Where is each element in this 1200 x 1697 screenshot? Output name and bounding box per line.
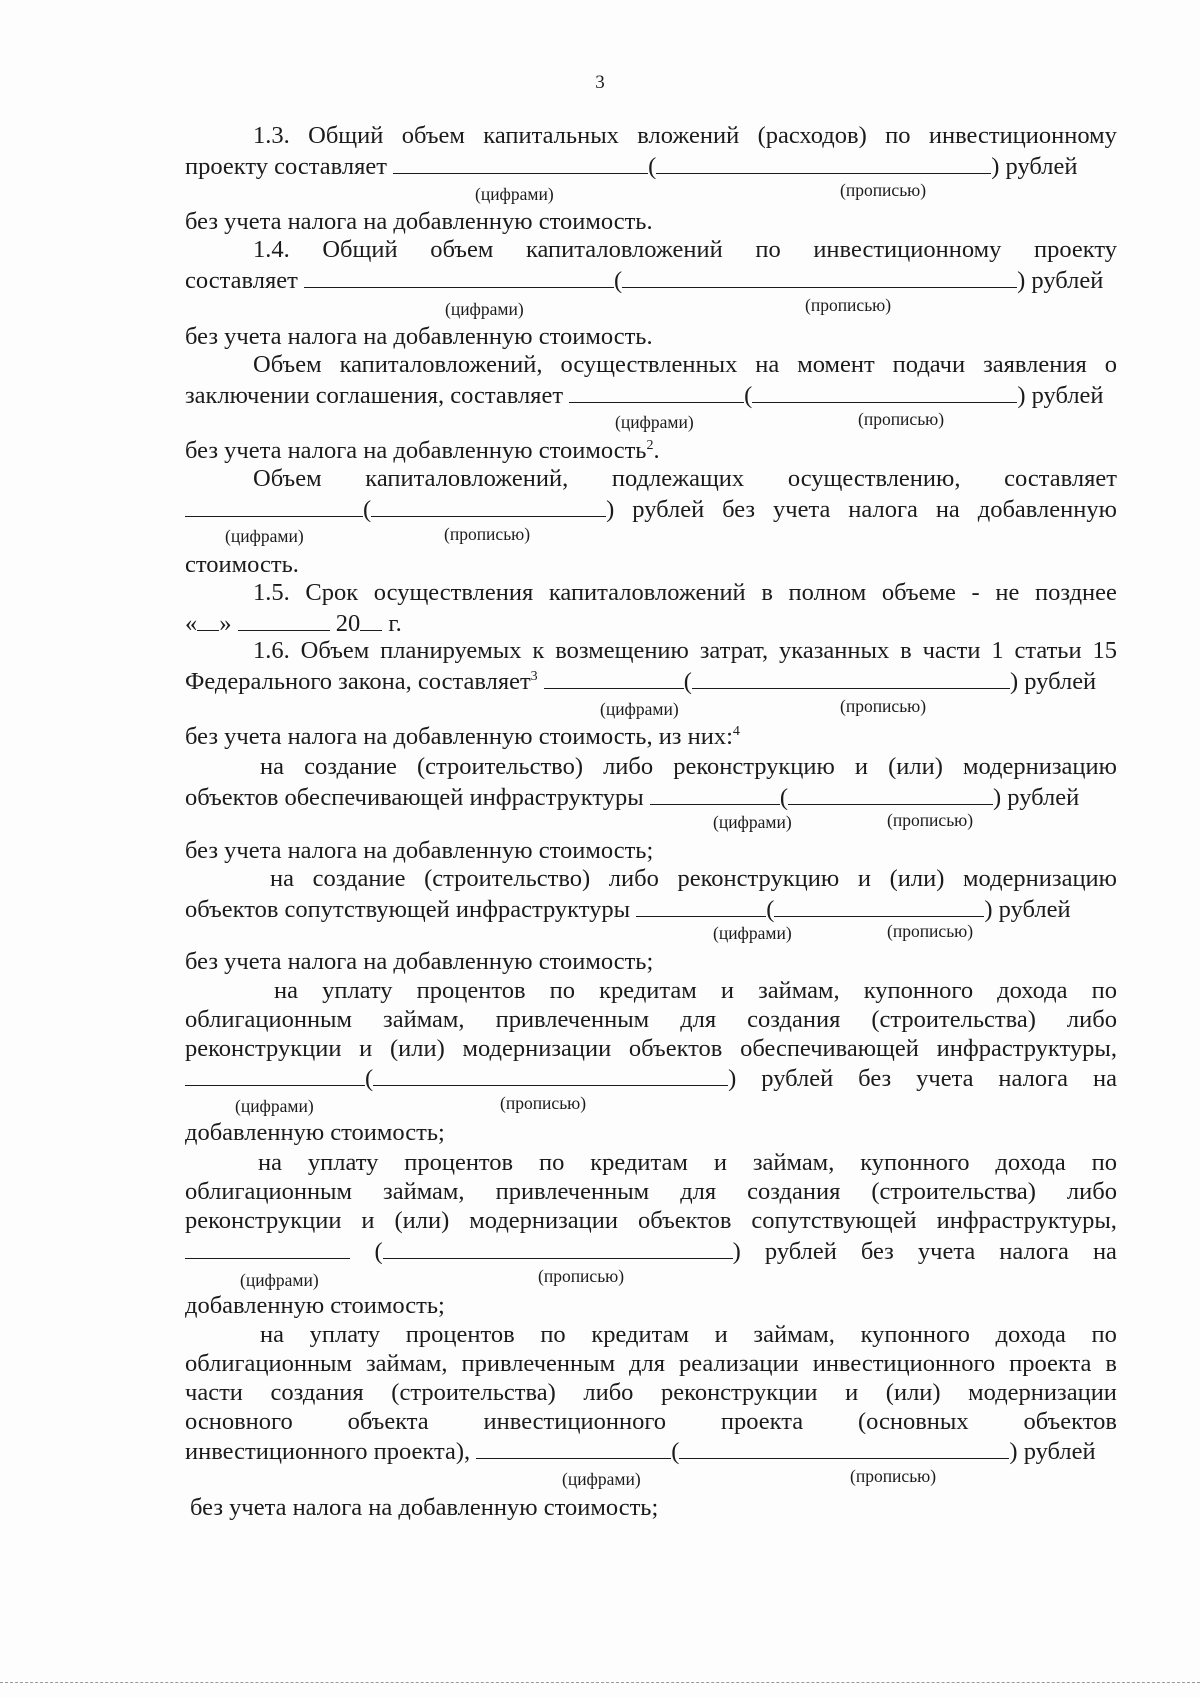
w: кредитам <box>599 977 697 1004</box>
caption-words: (прописью) <box>840 696 927 716</box>
caption-words: (прописью) <box>805 295 892 315</box>
footnote-ref: 2 <box>646 437 654 453</box>
s1-line-2 <box>185 782 1117 813</box>
w: (строительство) <box>424 865 591 892</box>
w: не <box>995 579 1020 606</box>
w: объем <box>401 122 465 149</box>
paren: ( <box>648 153 657 180</box>
w: о <box>1104 351 1117 378</box>
blank-field[interactable] <box>650 782 780 805</box>
w: объектов <box>628 1035 723 1062</box>
caption-words: (прописью) <box>444 524 531 544</box>
w: проекту <box>1033 236 1117 263</box>
w: основного <box>185 1408 293 1435</box>
w: капиталовложений, <box>365 465 569 492</box>
blank-field[interactable] <box>360 608 382 631</box>
paren: ) <box>728 1065 737 1092</box>
blank-field[interactable] <box>197 608 219 631</box>
s4-line-3 <box>185 1206 1117 1236</box>
blank-field[interactable] <box>476 1436 671 1459</box>
w: модернизацию <box>963 865 1117 892</box>
w: займам, <box>383 1006 465 1033</box>
s5-line-5 <box>185 1436 1117 1467</box>
w: и <box>359 1035 373 1062</box>
footnote-ref: 3 <box>530 668 538 684</box>
w: (основных <box>857 1408 969 1435</box>
w: (строительство) <box>416 753 583 780</box>
w: в <box>1105 1350 1117 1377</box>
s5-line-6: без учета налога на добавленную стоимость; <box>190 1494 659 1521</box>
w: и <box>854 753 869 780</box>
caption-digits: (цифрами) <box>600 699 679 719</box>
w: кредитам <box>591 1321 689 1348</box>
p14-line-1 <box>253 235 1117 265</box>
w: (или) <box>389 1035 445 1062</box>
w: инвестиционного <box>812 1350 996 1377</box>
w: на <box>755 351 780 378</box>
w: по <box>1091 1149 1117 1176</box>
paren: ( <box>683 668 692 695</box>
blank-field[interactable] <box>371 494 606 517</box>
text: составляет <box>185 267 298 294</box>
w: на <box>260 753 284 780</box>
blank-field[interactable] <box>383 1236 733 1259</box>
w: (или) <box>885 1379 941 1406</box>
s3-line-4 <box>185 1063 1117 1094</box>
s4-line-4 <box>185 1236 1117 1267</box>
quote: « <box>185 610 198 637</box>
w: инвестиционному <box>928 122 1117 149</box>
w: по <box>755 236 781 263</box>
s5-line-4 <box>185 1407 1117 1437</box>
w: и <box>714 1321 728 1348</box>
w: инфраструктуры, <box>936 1035 1117 1062</box>
caption-digits: (цифрами) <box>562 1469 641 1489</box>
text: г. <box>388 610 402 637</box>
text: объектов сопутствующей инфраструктуры <box>185 896 631 923</box>
caption-words: (прописью) <box>887 810 974 830</box>
w: для <box>680 1006 717 1033</box>
blank-field[interactable] <box>185 1063 365 1086</box>
w: обеспечивающей <box>740 1035 919 1062</box>
text: объектов обеспечивающей инфраструктуры <box>185 784 644 811</box>
s3-line-3 <box>185 1034 1117 1064</box>
w: на <box>1092 1065 1117 1092</box>
w: рублей <box>761 1065 834 1092</box>
w: модернизации <box>462 1035 612 1062</box>
blank-field[interactable] <box>752 380 1017 403</box>
caption-words: (прописью) <box>850 1466 937 1486</box>
w: капитальных <box>483 122 619 149</box>
w: без <box>860 1238 894 1265</box>
s2-line-1 <box>270 864 1117 894</box>
text: ) рублей <box>993 784 1080 811</box>
caption-digits: (цифрами) <box>615 412 694 432</box>
w: уплату <box>307 1149 379 1176</box>
w: реконструкцию <box>673 753 835 780</box>
s3-line-1 <box>274 976 1117 1006</box>
s5-line-2 <box>185 1349 1117 1379</box>
w: (или) <box>889 865 945 892</box>
paren: ) <box>732 1238 741 1265</box>
w: позднее <box>1034 579 1117 606</box>
w: 15 <box>1092 637 1117 664</box>
p15-line-1 <box>253 578 1117 608</box>
footnote-ref: 4 <box>732 723 740 739</box>
w: реконструкции <box>661 1379 818 1406</box>
w: привлеченным <box>495 1006 650 1033</box>
w: процентов <box>416 977 526 1004</box>
s3-line-2 <box>185 1005 1117 1035</box>
p13-line-1 <box>253 121 1117 151</box>
w: Объем <box>253 351 322 378</box>
w: займам, <box>752 1149 835 1176</box>
w: проекта <box>720 1408 804 1435</box>
s4-line-5: добавленную стоимость; <box>185 1292 445 1319</box>
w: создание <box>312 865 406 892</box>
w: реализации <box>678 1350 799 1377</box>
w: создания <box>747 1006 841 1033</box>
s5-line-1 <box>260 1320 1117 1350</box>
caption-digits: (цифрами) <box>475 184 554 204</box>
caption-digits: (цифрами) <box>240 1270 319 1290</box>
paren: ( <box>779 784 789 811</box>
w: Общий <box>322 236 398 263</box>
s5-line-3 <box>185 1378 1117 1408</box>
w: указанных <box>779 637 890 664</box>
w: капиталовложений, <box>339 351 543 378</box>
text: . <box>653 437 660 464</box>
s1-line-1 <box>260 752 1117 782</box>
text: инвестиционного проекта), <box>185 1438 471 1465</box>
w: 1.6. <box>253 637 290 664</box>
w: купонного <box>860 1149 970 1176</box>
s4-line-2 <box>185 1177 1117 1207</box>
w: капиталовложений <box>548 579 746 606</box>
s2-line-2 <box>185 894 1117 925</box>
w: рублей <box>764 1238 837 1265</box>
w: осуществления <box>373 579 534 606</box>
w: объекта <box>347 1408 429 1435</box>
page-number: 3 <box>595 72 605 93</box>
w: добавленную <box>977 496 1117 523</box>
w: Срок <box>305 579 359 606</box>
blank-field[interactable] <box>656 151 991 174</box>
s2-line-3: без учета налога на добавленную стоимость; <box>185 948 654 975</box>
paren: ( <box>374 1238 383 1265</box>
w: займам, <box>758 977 840 1004</box>
w: (строительства) <box>391 1379 556 1406</box>
p16-line-3 <box>185 722 1117 752</box>
caption-words: (прописью) <box>858 409 945 429</box>
w: (строительства) <box>871 1006 1036 1033</box>
w: инвестиционному <box>813 236 1002 263</box>
todo-line-2 <box>185 494 1117 525</box>
p13-line-3: без учета налога на добавленную стоимость. <box>185 208 653 235</box>
blank-field[interactable] <box>373 1063 728 1086</box>
blank-field[interactable] <box>544 666 684 689</box>
w: создания <box>270 1379 364 1406</box>
p16-line-1 <box>253 636 1117 666</box>
paren: ( <box>744 382 753 409</box>
w: либо <box>1066 1006 1117 1033</box>
w: составляет <box>1004 465 1117 492</box>
w: Общий <box>308 122 384 149</box>
w: реконструкции <box>185 1035 342 1062</box>
text: ) рублей <box>1009 1438 1096 1465</box>
w: купонного <box>863 977 974 1004</box>
w: рублей <box>632 496 705 523</box>
w: осуществлению, <box>787 465 961 492</box>
w: и <box>845 1379 859 1406</box>
blank-field[interactable] <box>238 608 330 631</box>
text: Федерального закона, составляет <box>185 668 531 695</box>
blank-field[interactable] <box>304 265 614 288</box>
s1-line-3: без учета налога на добавленную стоимость; <box>185 837 654 864</box>
w: облигационным <box>185 1350 353 1377</box>
s3-line-5: добавленную стоимость; <box>185 1119 445 1146</box>
w: Объем <box>253 465 322 492</box>
w: по <box>885 122 911 149</box>
w: 1.4. <box>253 236 290 263</box>
w: дохода <box>997 977 1068 1004</box>
w: затрат, <box>699 637 769 664</box>
w: и <box>857 865 871 892</box>
blank-field[interactable] <box>636 894 766 917</box>
done-line-2 <box>185 380 1117 411</box>
text: без учета налога на добавленную стоимость <box>185 437 647 464</box>
w: - <box>971 579 980 606</box>
w: на <box>274 977 298 1004</box>
blank-field[interactable] <box>788 782 993 805</box>
w: объектов <box>1023 1408 1117 1435</box>
w: сопутствующей <box>751 1207 917 1234</box>
p15-line-2 <box>185 608 1117 639</box>
w: купонного <box>860 1321 970 1348</box>
w: подлежащих <box>611 465 745 492</box>
footer-rule <box>0 1682 1200 1683</box>
w: по <box>540 1321 566 1348</box>
w: на <box>270 865 294 892</box>
blank-field[interactable] <box>185 494 363 517</box>
w: без <box>722 496 756 523</box>
blank-field[interactable] <box>185 1236 350 1259</box>
w: займам, <box>383 1178 465 1205</box>
text: ) рублей <box>991 153 1078 180</box>
w: привлеченным <box>461 1350 616 1377</box>
paren: ( <box>766 896 775 923</box>
w: в <box>900 637 912 664</box>
paren: ) <box>606 496 615 523</box>
w: налога <box>999 1238 1069 1265</box>
done-line-1 <box>253 350 1117 380</box>
text: ) рублей <box>1009 668 1097 695</box>
caption-digits: (цифрами) <box>713 923 792 943</box>
w: возмещению <box>555 637 689 664</box>
w: для <box>680 1178 717 1205</box>
blank-field[interactable] <box>393 151 648 174</box>
text: ) рублей <box>1017 382 1104 409</box>
w: по <box>1091 1321 1117 1348</box>
w: по <box>549 977 576 1004</box>
caption-digits: (цифрами) <box>225 526 304 546</box>
text: ) рублей <box>984 896 1071 923</box>
blank-field[interactable] <box>569 380 744 403</box>
w: модернизации <box>968 1379 1117 1406</box>
text: без учета налога на добавленную стоимость, из них: <box>185 723 733 750</box>
w: учета <box>917 1238 976 1265</box>
w: создание <box>304 753 397 780</box>
caption-words: (прописью) <box>500 1093 587 1113</box>
w: по <box>539 1149 565 1176</box>
w: на <box>935 496 960 523</box>
blank-field[interactable] <box>679 1436 1009 1459</box>
blank-field[interactable] <box>774 894 984 917</box>
w: облигационным <box>185 1006 353 1033</box>
todo-line-3: стоимость. <box>185 551 299 578</box>
w: налога <box>998 1065 1069 1092</box>
paren: ( <box>671 1438 680 1465</box>
w: реконструкции <box>185 1207 342 1234</box>
caption-words: (прописью) <box>887 921 974 941</box>
p14-line-2 <box>185 265 1117 296</box>
w: 1.3. <box>253 122 290 149</box>
w: подачи <box>892 351 966 378</box>
caption-words: (прописью) <box>538 1266 625 1286</box>
w: либо <box>583 1379 634 1406</box>
w: и <box>713 1149 727 1176</box>
w: уплату <box>322 977 393 1004</box>
w: модернизацию <box>962 753 1117 780</box>
w: займам, <box>753 1321 835 1348</box>
w: налога <box>848 496 918 523</box>
w: кредитам <box>590 1149 688 1176</box>
w: дохода <box>995 1149 1066 1176</box>
w: реконструкцию <box>677 865 840 892</box>
p13-line-2 <box>185 151 1117 182</box>
caption-words: (прописью) <box>840 180 927 200</box>
w: осуществленных <box>560 351 738 378</box>
w: и <box>720 977 735 1004</box>
w: и <box>361 1207 375 1234</box>
w: создания <box>747 1178 841 1205</box>
year-prefix: 20 <box>335 610 361 637</box>
text: заключении соглашения, составляет <box>185 382 564 409</box>
w: инфраструктуры, <box>936 1207 1117 1234</box>
w: заявления <box>983 351 1087 378</box>
caption-digits: (цифрами) <box>713 812 792 832</box>
todo-line-1 <box>253 464 1117 494</box>
w: займам, <box>366 1350 448 1377</box>
w: дохода <box>995 1321 1066 1348</box>
w: в <box>761 579 773 606</box>
w: на <box>258 1149 282 1176</box>
text: проекту составляет <box>185 153 387 180</box>
w: к <box>532 637 545 664</box>
w: на <box>1092 1238 1117 1265</box>
done-line-3 <box>185 436 1117 466</box>
w: облигационным <box>185 1178 353 1205</box>
w: процентов <box>405 1321 515 1348</box>
paren: ( <box>365 1065 374 1092</box>
w: полном <box>788 579 867 606</box>
w: проекта <box>1009 1350 1092 1377</box>
w: объеме <box>881 579 956 606</box>
w: (или) <box>888 753 943 780</box>
w: учета <box>916 1065 974 1092</box>
w: без <box>858 1065 892 1092</box>
w: модернизации <box>469 1207 619 1234</box>
w: либо <box>1066 1178 1117 1205</box>
p14-line-3: без учета налога на добавленную стоимость. <box>185 323 653 350</box>
w: для <box>629 1350 666 1377</box>
w: 1.5. <box>253 579 290 606</box>
blank-field[interactable] <box>622 265 1017 288</box>
w: статьи <box>1014 637 1082 664</box>
w: (строительства) <box>871 1178 1036 1205</box>
w: части <box>185 1379 243 1406</box>
w: объем <box>430 236 494 263</box>
w: капиталовложений <box>525 236 723 263</box>
w: вложений <box>637 122 740 149</box>
w: учета <box>773 496 831 523</box>
w: планируемых <box>380 637 522 664</box>
paren: ( <box>363 496 372 523</box>
paren: ( <box>613 267 623 294</box>
w: объектов <box>637 1207 732 1234</box>
w: процентов <box>404 1149 514 1176</box>
caption-digits: (цифрами) <box>445 299 524 319</box>
w: 1 <box>991 637 1004 664</box>
p16-line-2 <box>185 666 1117 697</box>
w: привлеченным <box>495 1178 650 1205</box>
w: части <box>922 637 981 664</box>
w: (расходов) <box>757 122 867 149</box>
w: инвестиционного <box>483 1408 667 1435</box>
w: (или) <box>394 1207 450 1234</box>
blank-field[interactable] <box>692 666 1010 689</box>
quote: » <box>219 610 232 637</box>
text: ) рублей <box>1017 267 1104 294</box>
s4-line-1 <box>258 1148 1117 1178</box>
w: уплату <box>309 1321 381 1348</box>
w: либо <box>608 865 659 892</box>
w: Объем <box>300 637 370 664</box>
w: по <box>1091 977 1117 1004</box>
w: на <box>260 1321 284 1348</box>
w: момент <box>797 351 875 378</box>
w: либо <box>603 753 654 780</box>
caption-digits: (цифрами) <box>235 1096 314 1116</box>
